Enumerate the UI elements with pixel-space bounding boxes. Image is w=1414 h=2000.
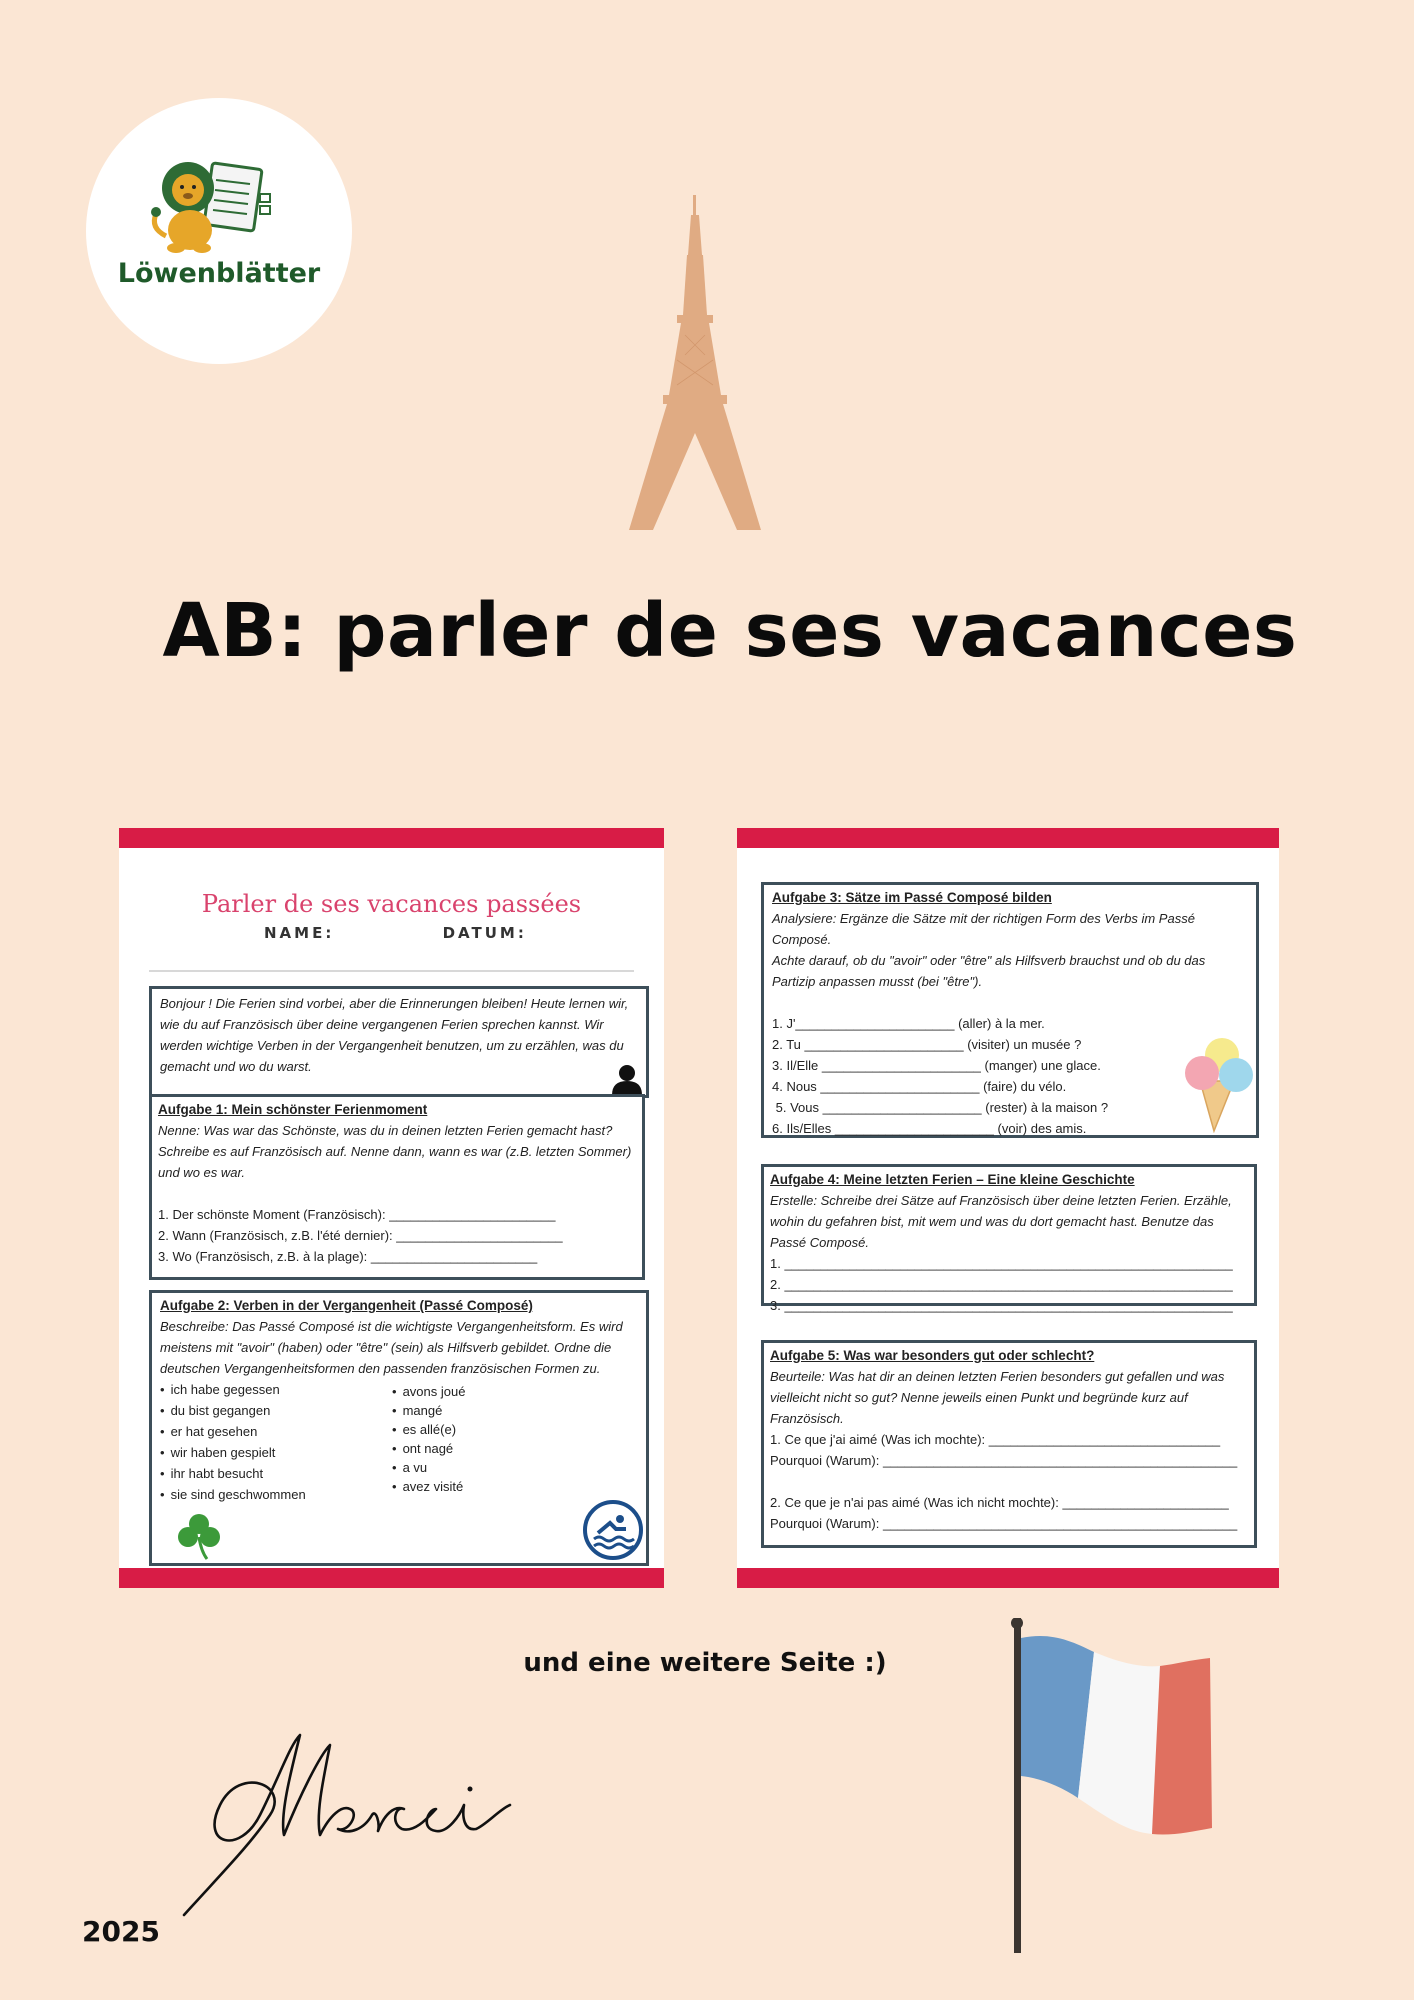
answer-line: 1. ______________________________________________________________ (770, 1256, 1233, 1271)
accent-bar-top (119, 828, 664, 848)
lion-with-worksheet-icon (146, 158, 292, 254)
list-item: • ihr habt besucht (160, 1463, 392, 1484)
list-item: • er hat gesehen (160, 1421, 392, 1442)
name-date-fields (264, 924, 627, 942)
intro-line: wie du auf Französisch über deine vergangenen Ferien sprechen kannst. Wir (160, 1017, 604, 1032)
answer-line: 3. Wo (Französisch, z.B. à la plage): _______________________ (158, 1249, 538, 1264)
answer-line: 2. Ce que je n'ai pas aimé (Was ich nicht mochte): _______________________ (770, 1495, 1229, 1510)
list-item: • avons joué (392, 1382, 465, 1401)
year: 2025 (82, 1915, 160, 1948)
task4-box (761, 1164, 1257, 1313)
answer-line: 6. Ils/Elles ______________________ (voir) des amis. (772, 1121, 1087, 1136)
eiffel-tower-icon (625, 195, 765, 535)
intro-box (149, 986, 649, 1098)
answer-line: 1. Der schönste Moment (Französisch): _______________________ (158, 1207, 556, 1222)
task4-title: Aufgabe 4: Meine letzten Ferien – Eine kleine Geschichte (770, 1172, 1135, 1187)
clover-icon (174, 1511, 224, 1561)
task3-title: Aufgabe 3: Sätze im Passé Composé bilden (772, 890, 1052, 905)
answer-line: Pourquoi (Warum): _________________________________________________ (770, 1516, 1238, 1531)
task5-instruction: Beurteile: Was hat dir an deinen letzten Ferien besonders gut gefallen und was (770, 1369, 1225, 1384)
answer-line: 2. ______________________________________________________________ (770, 1277, 1233, 1292)
task1-instruction: Nenne: Was war das Schönste, was du in deinen letzten Ferien gemacht hast? (158, 1123, 613, 1138)
task1-title: Aufgabe 1: Mein schönster Ferienmoment (158, 1102, 428, 1117)
logo-text: Löwenblätter (117, 258, 321, 289)
task4-instruction: Passé Composé. (770, 1235, 869, 1250)
french-flag-icon (1000, 1618, 1230, 1958)
task2-instruction: Beschreibe: Das Passé Composé ist die wichtigste Vergangenheitsform. Es wird (160, 1319, 623, 1334)
worksheet-page-2 (737, 828, 1279, 1588)
page-title: AB: parler de ses vacances (162, 588, 1298, 674)
worksheet-page-1 (119, 828, 664, 1588)
accent-bar-bottom (119, 1568, 664, 1588)
answer-line: 1. Ce que j'ai aimé (Was ich mochte): ________________________________ (770, 1432, 1221, 1447)
list-item: • ont nagé (392, 1439, 465, 1458)
date-label: DATUM: (442, 924, 527, 942)
answer-line: 3. ______________________________________________________________ (770, 1298, 1233, 1313)
list-item: • es allé(e) (392, 1420, 465, 1439)
list-item: • du bist gegangen (160, 1400, 392, 1421)
task2-instruction: deutschen Vergangenheitsformen den passenden französischen Formen zu. (160, 1361, 601, 1376)
intro-line: gemacht und wo du warst. (160, 1059, 312, 1074)
accent-bar-bottom (737, 1568, 1279, 1588)
task4-instruction: Erstelle: Schreibe drei Sätze auf Französisch über deine letzten Ferien. Erzähle, (770, 1193, 1232, 1208)
answer-line: 3. Il/Elle ______________________ (manger) une glace. (772, 1058, 1101, 1073)
matching-columns (160, 1379, 638, 1505)
task3-instruction: Achte darauf, ob du "avoir" oder "être" als Hilfsverb brauchst und ob du das (772, 953, 1206, 968)
task3-instruction: Analysiere: Ergänze die Sätze mit der richtigen Form des Verbs im Passé Composé. (772, 911, 1195, 947)
answer-line (770, 1471, 1248, 1492)
person-icon (610, 1063, 644, 1095)
task1-box (149, 1094, 645, 1280)
task5-instruction: vielleicht nicht so gut? Nenne jeweils einen Punkt und begründe kurz auf (770, 1390, 1188, 1405)
list-item: • avez visité (392, 1477, 465, 1496)
task5-box (761, 1340, 1257, 1548)
list-item: • mangé (392, 1401, 465, 1420)
swimming-icon (582, 1499, 644, 1561)
name-label: NAME: (264, 924, 335, 942)
list-item: • wir haben gespielt (160, 1442, 392, 1463)
task1-instruction: Schreibe es auf Französisch auf. Nenne dann, wann es war (z.B. letzten Sommer) (158, 1144, 632, 1159)
task3-instruction: Partizip anpassen musst (bei "être"). (772, 974, 983, 989)
task4-instruction: wohin du gefahren bist, mit wem und was du dort gemacht hast. Benutze das (770, 1214, 1214, 1229)
divider (149, 970, 634, 972)
intro-line: werden wichtige Verben in der Vergangenheit benutzen, um zu erzählen, was du (160, 1038, 624, 1053)
worksheet-title: Parler de ses vacances passées (201, 890, 582, 918)
answer-line: 5. Vous ______________________ (rester) à la maison ? (772, 1100, 1109, 1115)
task2-instruction: meistens mit "avoir" (haben) oder "être" (sein) als Hilfsverb gebildet. Ordne die (160, 1340, 612, 1355)
logo (86, 98, 352, 364)
list-item: • ich habe gegessen (160, 1379, 392, 1400)
task3-box (761, 882, 1259, 1138)
accent-bar-top (737, 828, 1279, 848)
answer-line: 4. Nous ______________________ (faire) du vélo. (772, 1079, 1067, 1094)
task1-instruction: und wo es war. (158, 1165, 245, 1180)
list-item: • sie sind geschwommen (160, 1484, 392, 1505)
german-list (160, 1379, 392, 1505)
answer-line: 2. Wann (Französisch, z.B. l'été dernier): _______________________ (158, 1228, 563, 1243)
french-list (392, 1379, 465, 1505)
more-pages-note: und eine weitere Seite :) (523, 1648, 887, 1678)
task2-box (149, 1290, 649, 1566)
task5-title: Aufgabe 5: Was war besonders gut oder schlecht? (770, 1348, 1095, 1363)
answer-line: Pourquoi (Warum): _________________________________________________ (770, 1453, 1238, 1468)
intro-line: Bonjour ! Die Ferien sind vorbei, aber die Erinnerungen bleiben! Heute lernen wir, (160, 996, 629, 1011)
answer-line: 2. Tu ______________________ (visiter) un musée ? (772, 1037, 1082, 1052)
task5-instruction: Französisch. (770, 1411, 844, 1426)
merci-signature (180, 1705, 540, 1925)
answer-line: 1. J'______________________ (aller) à la mer. (772, 1016, 1045, 1031)
task2-title: Aufgabe 2: Verben in der Vergangenheit (Passé Composé) (160, 1298, 533, 1313)
ice-cream-icon (1182, 1033, 1258, 1133)
list-item: • a vu (392, 1458, 465, 1477)
